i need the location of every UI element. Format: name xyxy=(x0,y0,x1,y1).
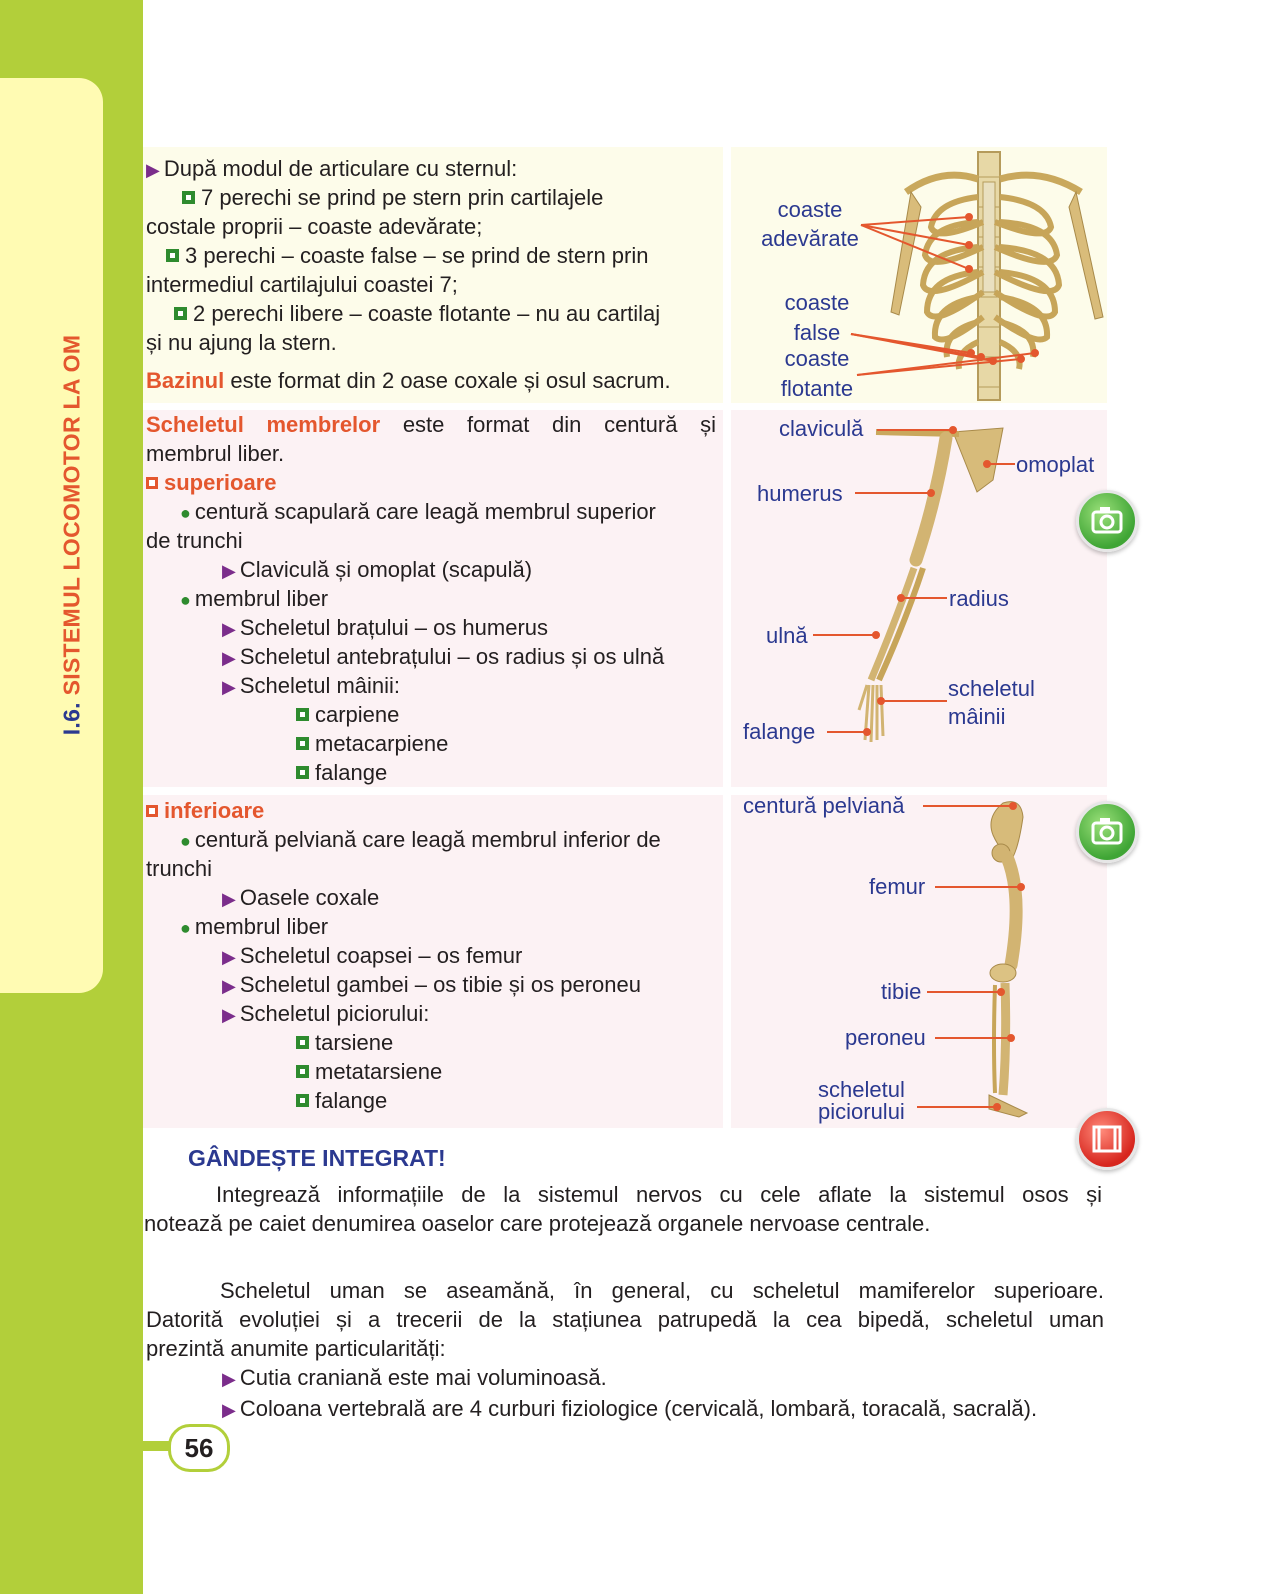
hand-bones xyxy=(859,685,883,742)
arrow-icon: ▶ xyxy=(222,889,236,909)
bazin-line: Bazinul este format din 2 oase coxale și osul sacrum. xyxy=(146,368,671,393)
think-heading: GÂNDEȘTE INTEGRAT! xyxy=(188,1145,446,1171)
leg-illustration xyxy=(731,795,1107,1128)
list-item: carpiene xyxy=(146,700,716,729)
right-humerus-top xyxy=(1069,192,1103,319)
text-line: costale proprii – coaste adevărate; xyxy=(146,214,483,239)
list-item: metatarsiene xyxy=(146,1057,716,1086)
humerus xyxy=(916,438,946,560)
arrow-icon: ▶ xyxy=(222,677,236,697)
text-line: trunchi xyxy=(146,856,213,881)
list-item: ▶ Claviculă și omoplat (scapulă) xyxy=(222,557,533,582)
sternum xyxy=(983,182,995,292)
list-heading: inferioare xyxy=(146,796,716,825)
list-item: ▶ Scheletul piciorului: xyxy=(222,1001,430,1026)
text-line: intermediul cartilajului coastei 7; xyxy=(146,272,458,297)
arrow-icon: ▶ xyxy=(222,1400,236,1420)
arrow-icon: ▶ xyxy=(222,561,236,581)
upper-limb-text xyxy=(146,410,716,787)
bullet-icon xyxy=(146,477,158,489)
bullet-icon xyxy=(182,191,195,204)
camera-button[interactable] xyxy=(1076,490,1138,552)
radius xyxy=(871,568,914,680)
bullet-icon xyxy=(296,1094,309,1107)
label-coaste-flotante: coaste flotante xyxy=(780,346,854,401)
section-number: I.6. xyxy=(58,702,85,736)
camera-button[interactable] xyxy=(1076,801,1138,863)
bullet-icon xyxy=(174,307,187,320)
list-item: 3 perechi – coaste false – se prind de stern prin xyxy=(146,241,716,270)
label-tibie: tibie xyxy=(881,979,922,1004)
label-scheletul-piciorului: scheletul piciorului xyxy=(818,1077,905,1124)
list-item: ▶ Coloana vertebrală are 4 curburi fiziologice (cervicală, lombară, toracală, sacrală). xyxy=(222,1396,1038,1421)
list-item: ▶ După modul de articulare cu sternul: xyxy=(146,156,518,181)
lower-limb-text xyxy=(146,796,716,1115)
label-ulna: ulnă xyxy=(766,623,808,648)
label-humerus: humerus xyxy=(757,481,843,506)
closing-paragraph: Scheletul uman se aseamănă, în general, cu scheletul mamiferelor superioare. Datorită evoluției și a trecerii de la stațiunea patrupedă la cea bipedă, scheletul uman prezintă anumite particularități: ▶ Cutia craniană este mai voluminoasă. ▶ Coloana vertebrală are 4 curburi fiziologice (cervicală, lombară, toracală, sacrală). xyxy=(146,1276,1104,1425)
arrow-icon: ▶ xyxy=(222,1005,236,1025)
list-item: falange xyxy=(146,1086,716,1115)
video-button[interactable] xyxy=(1076,1108,1138,1170)
label-peroneu: peroneu xyxy=(845,1025,926,1050)
list-item: ▶ Scheletul brațului – os humerus xyxy=(222,615,549,640)
arrow-icon: ▶ xyxy=(146,160,160,180)
label-centura-pelviana: centură pelviană xyxy=(743,793,905,818)
label-radius: radius xyxy=(949,586,1009,611)
bullet-icon xyxy=(296,737,309,750)
label-femur: femur xyxy=(869,874,926,899)
list-item: ● membrul liber xyxy=(180,586,329,611)
list-item: ▶ Cutia craniană este mai voluminoasă. xyxy=(222,1365,607,1390)
bullet-icon xyxy=(296,708,309,721)
page-number: 56 xyxy=(168,1424,230,1472)
text-line: Scheletul membrelor este format din centură și xyxy=(146,412,716,437)
film-icon xyxy=(1079,1111,1135,1167)
list-item: ▶ Scheletul mâinii: xyxy=(222,673,401,698)
section-title: SISTEMUL LOCOMOTOR LA OM xyxy=(58,334,85,696)
text-line: membrul liber. xyxy=(146,441,285,466)
arrow-icon: ▶ xyxy=(222,976,236,996)
list-item: ▶ Scheletul gambei – os tibie și os peroneu xyxy=(222,972,641,997)
femur xyxy=(1007,857,1016,965)
arrow-icon: ▶ xyxy=(222,1369,236,1389)
list-item: ▶ Oasele coxale xyxy=(222,885,380,910)
bullet-icon xyxy=(146,805,158,817)
scapula xyxy=(953,428,1003,492)
list-item: metacarpiene xyxy=(146,729,716,758)
bullet-icon xyxy=(296,1065,309,1078)
list-item: 2 perechi libere – coaste flotante – nu au cartilaj xyxy=(146,299,716,328)
bullet-icon xyxy=(166,249,179,262)
list-item: ▶ Scheletul coapsei – os femur xyxy=(222,943,523,968)
label-coaste-adevarate: coaste adevărate xyxy=(761,197,859,251)
list-item: tarsiene xyxy=(146,1028,716,1057)
camera-icon xyxy=(1079,804,1135,860)
bullet-icon xyxy=(296,1036,309,1049)
list-item: ▶ Scheletul antebrațului – os radius și os ulnă xyxy=(222,644,665,669)
label-falange-mana: falange xyxy=(743,719,816,744)
label-coaste-false: coaste false xyxy=(784,290,850,345)
list-item: ● centură scapulară care leagă membrul superior xyxy=(180,499,656,524)
bullet-icon xyxy=(296,766,309,779)
think-paragraph: Integrează informațiile de la sistemul nervos cu cele aflate la sistemul osos și notează pe caiet denumirea oaselor care protejează organele nervoase centrale. xyxy=(144,1182,1102,1236)
chapter-tab xyxy=(0,78,103,993)
dot-icon: ● xyxy=(180,918,191,938)
list-heading: superioare xyxy=(146,468,716,497)
arrow-icon: ▶ xyxy=(222,619,236,639)
ulna xyxy=(879,568,923,680)
text-line: și nu ajung la stern. xyxy=(146,330,337,355)
arrow-icon: ▶ xyxy=(222,648,236,668)
label-clavicula: claviculă xyxy=(779,416,864,441)
ribs-text xyxy=(146,154,716,395)
left-humerus-top xyxy=(891,192,921,315)
list-item: 7 perechi se prind pe stern prin cartilajele xyxy=(146,183,716,212)
list-item: falange xyxy=(146,758,716,787)
list-item: ● centură pelviană care leagă membrul inferior de xyxy=(180,827,661,852)
knee xyxy=(990,964,1016,982)
label-scheletul-mainii: scheletul mâinii xyxy=(948,676,1035,729)
text-line: de trunchi xyxy=(146,528,243,553)
dot-icon: ● xyxy=(180,831,191,851)
dot-icon: ● xyxy=(180,590,191,610)
list-item: ● membrul liber xyxy=(180,914,329,939)
label-omoplat: omoplat xyxy=(1016,452,1095,477)
camera-icon xyxy=(1079,493,1135,549)
arrow-icon: ▶ xyxy=(222,947,236,967)
dot-icon: ● xyxy=(180,503,191,523)
